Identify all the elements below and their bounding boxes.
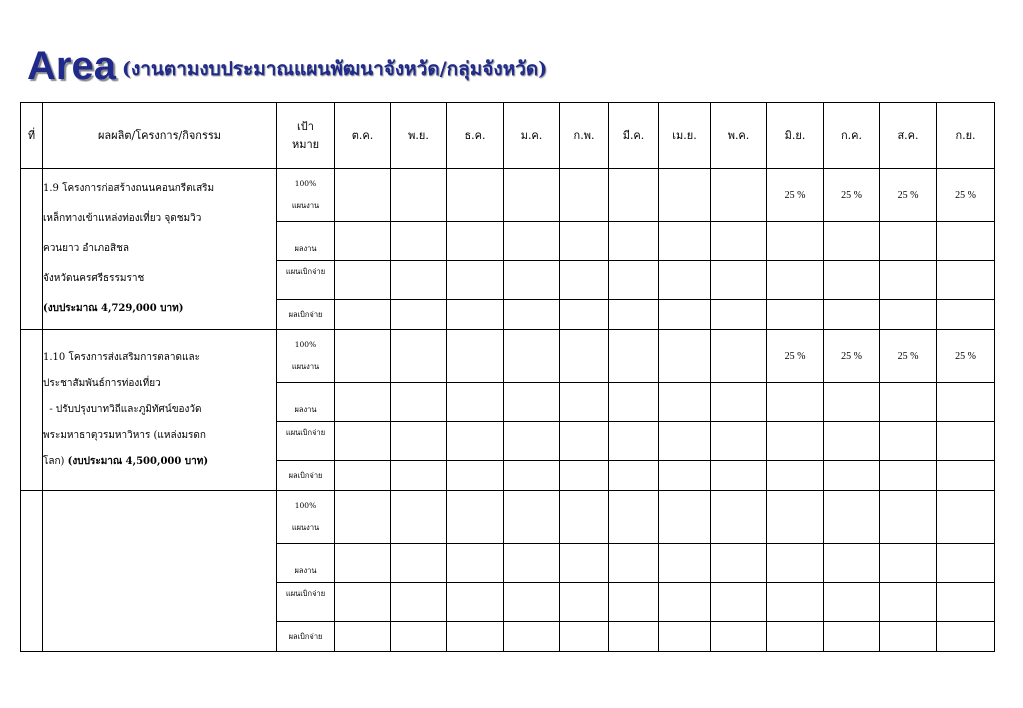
cell (447, 222, 504, 261)
plan-value-oct (335, 169, 391, 222)
cell (391, 383, 447, 422)
cell (824, 544, 880, 583)
cell (880, 383, 937, 422)
cell (767, 422, 824, 461)
cell (560, 300, 609, 330)
cell (560, 622, 609, 652)
cell (659, 383, 711, 422)
cell (937, 222, 995, 261)
cell (609, 583, 659, 622)
cell (659, 300, 711, 330)
cell (391, 622, 447, 652)
row-no-cell (21, 491, 43, 652)
project-line-last (43, 449, 276, 475)
cell (767, 222, 824, 261)
cell (504, 222, 560, 261)
cell (824, 383, 880, 422)
cell (447, 622, 504, 652)
cell (335, 491, 391, 544)
cell (880, 422, 937, 461)
cell (504, 491, 560, 544)
cell (504, 544, 560, 583)
plan-value-sep: 25 % (937, 169, 995, 222)
cell (335, 261, 391, 300)
header-target-line1: เป้า (297, 119, 314, 133)
cell (504, 622, 560, 652)
cell (609, 544, 659, 583)
plan-value-jun: 25 % (767, 169, 824, 222)
cell (824, 622, 880, 652)
table-row (21, 330, 995, 383)
plan-value-dec (447, 330, 504, 383)
cell (659, 622, 711, 652)
cell (609, 422, 659, 461)
project-budget: (งบประมาณ 4,729,000 บาท) (43, 303, 184, 314)
target-spend-plan-label: แผนเบิกจ่าย (277, 261, 335, 300)
cell (767, 622, 824, 652)
target-plan-label: แผนงาน (291, 362, 320, 371)
header-month-apr: เม.ย. (659, 103, 711, 169)
project-line: ประชาสัมพันธ์การท่องเที่ยว (43, 378, 161, 389)
cell (659, 261, 711, 300)
cell (767, 544, 824, 583)
project-description-empty (43, 491, 277, 652)
cell (767, 461, 824, 491)
cell (711, 461, 767, 491)
plan-value-jan (504, 330, 560, 383)
plan-value-apr (659, 169, 711, 222)
cell (767, 583, 824, 622)
cell (609, 461, 659, 491)
cell (937, 583, 995, 622)
cell (391, 461, 447, 491)
cell (880, 261, 937, 300)
cell (335, 544, 391, 583)
project-description (43, 330, 277, 491)
budget-plan-table (20, 102, 995, 652)
cell (880, 300, 937, 330)
cell (609, 261, 659, 300)
plan-value-jul: 25 % (824, 330, 880, 383)
target-percent: 100% (294, 501, 317, 510)
header-month-may: พ.ค. (711, 103, 767, 169)
cell (659, 491, 711, 544)
header-month-dec: ธ.ค. (447, 103, 504, 169)
cell (560, 461, 609, 491)
cell (335, 583, 391, 622)
plan-value-mar (609, 169, 659, 222)
cell (824, 261, 880, 300)
cell (711, 622, 767, 652)
cell (659, 422, 711, 461)
table-row (21, 491, 995, 544)
title-subtitle: (งานตามงบประมาณแผนพัฒนาจังหวัด/กลุ่มจังหวัด) (121, 58, 548, 80)
target-result-label: ผลงาน (277, 222, 335, 261)
target-spend-plan-label: แผนเบิกจ่าย (277, 583, 335, 622)
cell (335, 383, 391, 422)
target-percent: 100% (294, 340, 317, 349)
row-no-cell (21, 169, 43, 330)
cell (391, 422, 447, 461)
cell (937, 300, 995, 330)
cell (711, 261, 767, 300)
header-row (21, 103, 995, 169)
cell (659, 583, 711, 622)
cell (609, 383, 659, 422)
cell (560, 222, 609, 261)
header-month-jun: มิ.ย. (767, 103, 824, 169)
plan-value-oct (335, 330, 391, 383)
cell (937, 383, 995, 422)
cell (659, 544, 711, 583)
plan-value-jun: 25 % (767, 330, 824, 383)
cell (447, 261, 504, 300)
cell (880, 222, 937, 261)
plan-value-apr (659, 330, 711, 383)
cell (880, 622, 937, 652)
plan-value-mar (609, 330, 659, 383)
header-month-nov: พ.ย. (391, 103, 447, 169)
cell (937, 544, 995, 583)
header-month-sep: ก.ย. (937, 103, 995, 169)
cell (767, 491, 824, 544)
cell (609, 222, 659, 261)
target-result-label: ผลงาน (277, 383, 335, 422)
cell (560, 491, 609, 544)
project-line: ควนยาว อำเภอสิชล (43, 243, 130, 254)
header-month-oct: ต.ค. (335, 103, 391, 169)
header-month-mar: มี.ค. (609, 103, 659, 169)
cell (880, 583, 937, 622)
target-plan-label: แผนงาน (291, 523, 320, 532)
cell (824, 583, 880, 622)
cell (824, 461, 880, 491)
header-month-aug: ส.ค. (880, 103, 937, 169)
cell (335, 461, 391, 491)
cell (335, 422, 391, 461)
title-main: Area (27, 44, 116, 88)
plan-value-jul: 25 % (824, 169, 880, 222)
target-plan-cell (277, 491, 335, 544)
plan-value-nov (391, 330, 447, 383)
cell (391, 300, 447, 330)
cell (504, 383, 560, 422)
header-target (277, 103, 335, 169)
header-month-jul: ก.ค. (824, 103, 880, 169)
plan-value-may (711, 330, 767, 383)
cell (447, 491, 504, 544)
cell (824, 222, 880, 261)
cell (609, 622, 659, 652)
cell (391, 491, 447, 544)
cell (560, 544, 609, 583)
cell (504, 422, 560, 461)
target-spend-result-label: ผลเบิกจ่าย (277, 300, 335, 330)
target-plan-cell (277, 169, 335, 222)
cell (937, 261, 995, 300)
project-line: 1.9 โครงการก่อสร้างถนนคอนกรีตเสริม (43, 183, 215, 194)
table-row (21, 169, 995, 222)
cell (824, 491, 880, 544)
plan-value-feb (560, 169, 609, 222)
page-title (27, 44, 547, 89)
project-budget: (งบประมาณ 4,500,000 บาท) (67, 456, 209, 467)
cell (711, 544, 767, 583)
header-month-feb: ก.พ. (560, 103, 609, 169)
cell (560, 422, 609, 461)
cell (824, 300, 880, 330)
cell (880, 544, 937, 583)
project-line-prefix: โลก) (43, 456, 68, 467)
cell (504, 261, 560, 300)
header-target-line2: หมาย (291, 137, 320, 151)
plan-value-nov (391, 169, 447, 222)
cell (609, 491, 659, 544)
plan-value-sep: 25 % (937, 330, 995, 383)
header-product: ผลผลิต/โครงการ/กิจกรรม (43, 103, 277, 169)
project-description (43, 169, 277, 330)
row-no-cell (21, 330, 43, 491)
cell (447, 300, 504, 330)
target-plan-cell (277, 330, 335, 383)
cell (560, 261, 609, 300)
cell (711, 222, 767, 261)
cell (335, 622, 391, 652)
cell (880, 461, 937, 491)
cell (767, 300, 824, 330)
project-line: 1.10 โครงการส่งเสริมการตลาดและ (43, 352, 200, 363)
cell (659, 461, 711, 491)
plan-value-may (711, 169, 767, 222)
plan-value-feb (560, 330, 609, 383)
cell (659, 222, 711, 261)
cell (824, 422, 880, 461)
cell (391, 261, 447, 300)
cell (447, 583, 504, 622)
cell (391, 222, 447, 261)
cell (335, 300, 391, 330)
project-line: พระมหาธาตุวรมหาวิหาร (แหล่งมรดก (43, 430, 206, 441)
target-spend-result-label: ผลเบิกจ่าย (277, 461, 335, 491)
cell (335, 222, 391, 261)
cell (711, 491, 767, 544)
cell (937, 461, 995, 491)
cell (504, 583, 560, 622)
header-no: ที่ (21, 103, 43, 169)
cell (560, 383, 609, 422)
target-spend-result-label: ผลเบิกจ่าย (277, 622, 335, 652)
cell (711, 383, 767, 422)
target-percent: 100% (294, 179, 317, 188)
plan-value-aug: 25 % (880, 169, 937, 222)
cell (560, 583, 609, 622)
cell (767, 261, 824, 300)
cell (447, 422, 504, 461)
cell (391, 583, 447, 622)
plan-value-jan (504, 169, 560, 222)
target-spend-plan-label: แผนเบิกจ่าย (277, 422, 335, 461)
target-plan-label: แผนงาน (291, 201, 320, 210)
cell (767, 383, 824, 422)
cell (504, 461, 560, 491)
cell (937, 491, 995, 544)
cell (711, 300, 767, 330)
plan-value-dec (447, 169, 504, 222)
cell (711, 422, 767, 461)
project-line: เหล็กทางเข้าแหล่งท่องเที่ยว จุดชมวิว (43, 213, 202, 224)
cell (391, 544, 447, 583)
cell (711, 583, 767, 622)
plan-value-aug: 25 % (880, 330, 937, 383)
project-line: - ปรับปรุงบาทวิถีและภูมิทัศน์ของวัด (43, 404, 202, 415)
cell (937, 422, 995, 461)
cell (447, 461, 504, 491)
project-line: จังหวัดนครศรีธรรมราช (43, 273, 145, 284)
cell (880, 491, 937, 544)
target-result-label: ผลงาน (277, 544, 335, 583)
cell (447, 383, 504, 422)
cell (609, 300, 659, 330)
header-month-jan: ม.ค. (504, 103, 560, 169)
cell (447, 544, 504, 583)
cell (504, 300, 560, 330)
cell (937, 622, 995, 652)
